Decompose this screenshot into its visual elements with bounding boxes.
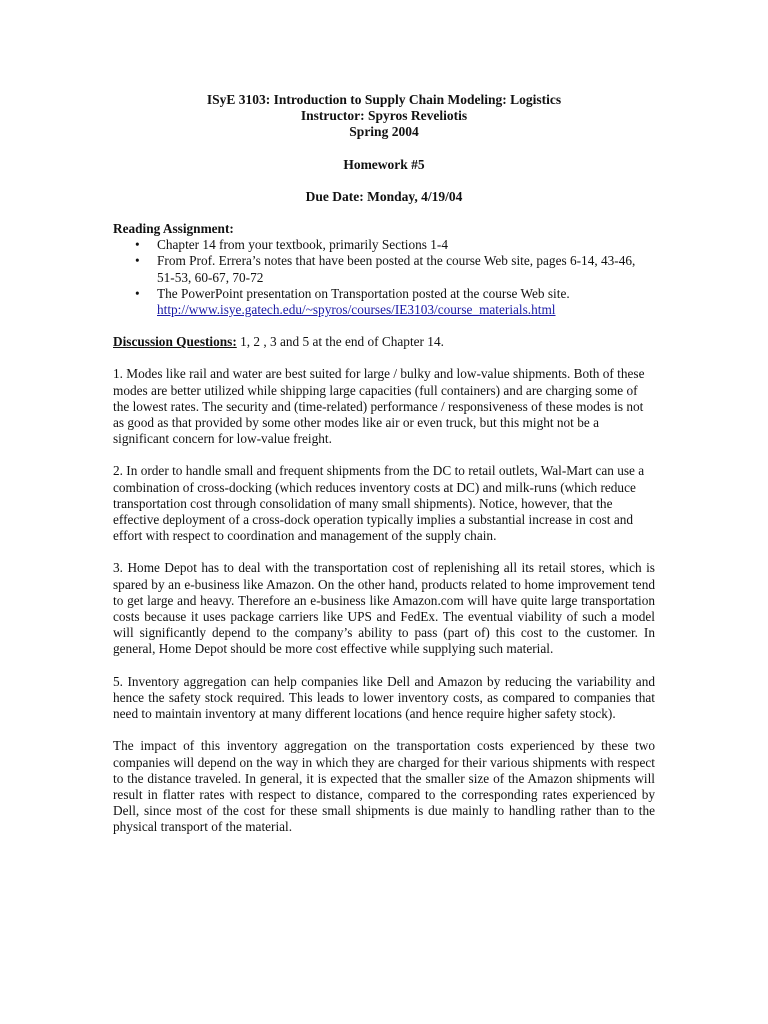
answer-2: 2. In order to handle small and frequent shipments from the DC to retail outlets, Wal-Mart can use a combination of cross-docking (which reduces inventory costs at DC) and milk-runs (which reduce transportation cost through consolidation of many small shipments). Notice, however, that the effective deployment of a cross-dock operation typically implies a substantial increase in cost and effort with respect to coordination and management of the supply chain.	[113, 463, 645, 544]
document-page	[113, 92, 655, 836]
discussion-questions-label: Discussion Questions:	[113, 334, 237, 350]
instructor-line: Instructor: Spyros Reveliotis	[300, 108, 468, 124]
answer-5: 5. Inventory aggregation can help companies like Dell and Amazon by reducing the variability and hence the safety stock required. This leads to lower inventory costs, as compared to companies that need to maintain inventory at many different locations (and hence require higher safety stock).	[113, 673, 655, 722]
reading-assignment-heading: Reading Assignment:	[113, 221, 234, 237]
answer-3: 3. Home Depot has to deal with the transportation cost of replenishing all its retail stores, which is spared by an e-business like Amazon. On the other hand, products related to home improvement tend to get large and heavy. Therefore an e-business like Amazon.com will have quite large transportation costs because it uses package carriers like UPS and FedEx. The eventual viability of such a model will significantly depend to the company’s ability to pass (part of) this cost to the customer. In general, Home Depot should be more cost effective while supplying such material.	[113, 560, 655, 657]
course-title: ISyE 3103: Introduction to Supply Chain Modeling: Logistics	[206, 92, 562, 107]
answer-1: 1. Modes like rail and water are best suited for large / bulky and low-value shipments. Both of these modes are better utilized while shipping large capacities (full containers) and are charging some of the lowest rates. The security and (time-related) performance / responsiveness of these modes is not as good as that provided by some other modes like air or even truck, but this might not be a significant concern for low-value freight.	[113, 366, 645, 447]
list-item	[113, 253, 655, 285]
document-header	[113, 92, 655, 205]
term-line: Spring 2004	[349, 124, 419, 140]
discussion-questions-text: 1, 2 , 3 and 5 at the end of Chapter 14.	[236, 334, 444, 350]
reading-item-text: From Prof. Errera’s notes that have been posted at the course Web site, pages 6-14, 43-46, 51-53, 60-67, 70-72	[157, 253, 636, 285]
bullet-icon: •	[135, 285, 140, 301]
due-date: Due Date: Monday, 4/19/04	[305, 188, 463, 204]
reading-item-text: The PowerPoint presentation on Transportation posted at the course Web site.	[157, 285, 570, 301]
discussion-questions	[113, 334, 655, 350]
answer-5-continued: The impact of this inventory aggregation on the transportation costs experienced by these two companies will depend on the way in which they are charged for their various shipments with respect to the distance traveled. In general, it is expected that the smaller size of the Amazon shipments will result in flatter rates with respect to distance, compared to the corresponding rates experienced by Dell, since most of the cost for these small shipments is due mainly to handling rather than to the physical transport of the material.	[113, 738, 655, 835]
bullet-icon: •	[135, 253, 140, 269]
reading-item-text: Chapter 14 from your textbook, primarily Sections 1-4	[157, 237, 448, 253]
reading-assignment-list	[113, 237, 655, 318]
course-materials-link[interactable]: http://www.isye.gatech.edu/~spyros/courses/IE3103/course_materials.html	[157, 302, 556, 318]
homework-title: Homework #5	[343, 156, 425, 172]
bullet-icon: •	[135, 237, 140, 253]
list-item	[113, 237, 655, 253]
list-item	[113, 286, 655, 318]
